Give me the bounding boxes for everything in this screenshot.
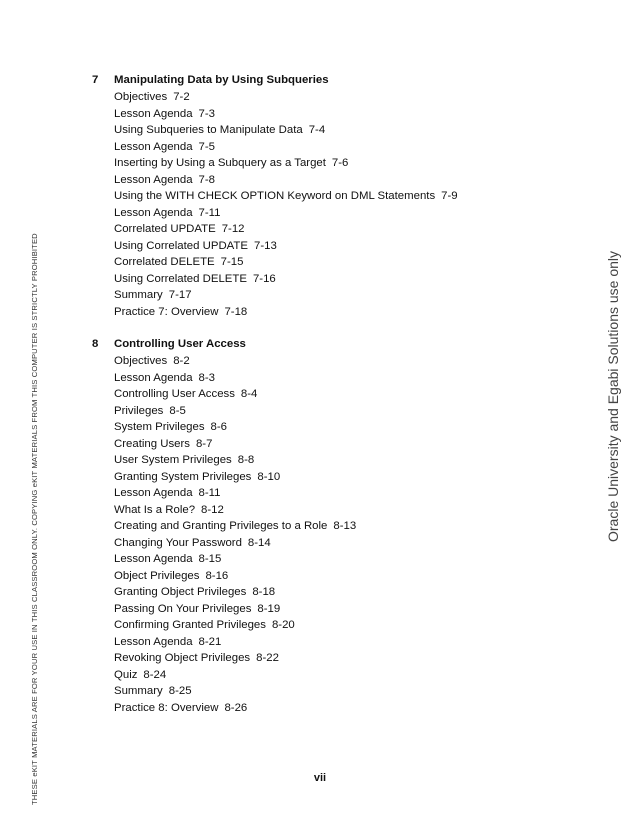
entry-title: Creating Users	[114, 437, 190, 450]
entry-title: Revoking Object Privileges	[114, 652, 251, 664]
toc-entry	[114, 436, 572, 453]
entry-title: Practice 7: Overview	[114, 305, 219, 318]
entry-title: Summary	[114, 685, 163, 697]
entry-title: Lesson Agenda	[114, 206, 193, 219]
entry-page: 7-4	[308, 124, 326, 136]
toc-entry	[114, 172, 572, 189]
entry-title: System Privileges	[114, 421, 205, 433]
entry-title: Granting System Privileges	[114, 470, 252, 483]
chapter-entries	[114, 89, 572, 320]
entry-title: Summary	[114, 289, 163, 301]
entry-title: Changing Your Password	[114, 536, 242, 549]
entry-page: 7-11	[198, 206, 221, 219]
entry-page: 7-13	[254, 239, 277, 252]
entry-page: 8-8	[237, 454, 255, 466]
entry-page: 8-2	[173, 355, 190, 367]
toc-entry	[114, 386, 572, 403]
entry-page: 8-20	[271, 619, 295, 631]
entry-title: Practice 8: Overview	[114, 701, 219, 714]
table-of-contents	[92, 71, 572, 731]
entry-title: Correlated DELETE	[114, 256, 215, 268]
toc-entry	[114, 419, 572, 436]
entry-page: 8-18	[252, 586, 276, 598]
entry-page: 8-4	[240, 388, 258, 400]
chapter-entries	[114, 353, 572, 716]
entry-page: 7-9	[441, 190, 458, 202]
toc-entry	[114, 254, 572, 271]
chapter-7	[92, 71, 572, 320]
entry-page: 8-6	[210, 421, 227, 433]
entry-page: 8-25	[168, 685, 192, 697]
license-watermark: Oracle University and Egabi Solutions use only	[605, 250, 621, 542]
entry-page: 7-17	[168, 289, 192, 301]
entry-title: Object Privileges	[114, 569, 200, 582]
toc-entry	[114, 139, 572, 156]
toc-entry	[114, 287, 572, 304]
toc-entry	[114, 122, 572, 139]
page-number: vii	[313, 772, 327, 784]
entry-title: Inserting by Using a Subquery as a Target	[114, 157, 326, 169]
toc-entry	[114, 271, 572, 288]
copyright-watermark: THESE eKIT MATERIALS ARE FOR YOUR USE IN THIS CLASSROOM ONLY. COPYING eKIT MATERIALS FROM THIS COMPUTER IS STRICTLY PROHIBITED	[30, 233, 39, 805]
entry-title: Lesson Agenda	[114, 371, 193, 384]
chapter-title: Controlling User Access	[114, 338, 246, 350]
toc-entry	[114, 667, 572, 684]
entry-page: 8-26	[224, 701, 248, 714]
entry-title: Confirming Granted Privileges	[114, 619, 266, 631]
chapter-heading	[92, 335, 572, 353]
entry-title: Creating and Granting Privileges to a Role	[114, 520, 328, 532]
entry-title: Passing On Your Privileges	[114, 602, 252, 615]
entry-page: 8-12	[201, 503, 224, 516]
entry-title: Using Correlated DELETE	[114, 272, 247, 285]
toc-entry	[114, 155, 572, 172]
entry-page: 7-12	[221, 223, 245, 235]
toc-entry	[114, 634, 572, 651]
toc-entry	[114, 452, 572, 469]
entry-title: Controlling User Access	[114, 388, 235, 400]
entry-page: 7-18	[224, 305, 248, 318]
toc-entry	[114, 683, 572, 700]
entry-page: 7-3	[198, 107, 216, 120]
entry-page: 8-22	[256, 652, 279, 664]
toc-entry	[114, 370, 572, 387]
toc-entry	[114, 353, 572, 370]
entry-title: Lesson Agenda	[114, 553, 193, 565]
entry-page: 8-19	[257, 602, 281, 615]
entry-page: 7-8	[198, 173, 216, 186]
toc-entry	[114, 238, 572, 255]
toc-entry	[114, 188, 572, 205]
chapter-number: 8	[92, 338, 99, 350]
entry-page: 8-21	[198, 635, 222, 648]
toc-entry	[114, 205, 572, 222]
toc-entry	[114, 700, 572, 717]
entry-page: 7-15	[220, 256, 244, 268]
entry-title: Objectives	[114, 91, 168, 103]
entry-page: 7-6	[331, 157, 349, 169]
toc-entry	[114, 601, 572, 618]
chapter-8	[92, 335, 572, 716]
entry-title: Using Correlated UPDATE	[114, 239, 248, 252]
toc-entry	[114, 551, 572, 568]
toc-entry	[114, 502, 572, 519]
toc-entry	[114, 304, 572, 321]
entry-page: 8-7	[195, 437, 213, 450]
chapter-number: 7	[92, 74, 99, 86]
toc-entry	[114, 650, 572, 667]
entry-page: 8-11	[198, 487, 221, 499]
toc-entry	[114, 106, 572, 123]
toc-entry	[114, 221, 572, 238]
entry-title: User System Privileges	[114, 454, 232, 466]
entry-page: 7-16	[252, 272, 276, 285]
toc-entry	[114, 584, 572, 601]
entry-title: What Is a Role?	[114, 503, 196, 516]
entry-page: 8-15	[198, 553, 222, 565]
toc-entry	[114, 469, 572, 486]
toc-entry	[114, 617, 572, 634]
entry-title: Lesson Agenda	[114, 487, 193, 499]
entry-title: Quiz	[114, 668, 138, 681]
entry-page: 8-5	[169, 404, 186, 417]
entry-title: Correlated UPDATE	[114, 223, 216, 235]
entry-title: Lesson Agenda	[114, 635, 193, 648]
chapter-title: Manipulating Data by Using Subqueries	[114, 74, 329, 86]
entry-title: Using Subqueries to Manipulate Data	[114, 124, 303, 136]
entry-page: 8-24	[143, 668, 167, 681]
toc-entry	[114, 568, 572, 585]
entry-page: 7-5	[198, 140, 216, 153]
entry-page: 8-16	[205, 569, 229, 582]
toc-entry	[114, 518, 572, 535]
entry-title: Lesson Agenda	[114, 140, 193, 153]
toc-entry	[114, 403, 572, 420]
entry-title: Using the WITH CHECK OPTION Keyword on DML Statements	[114, 190, 436, 202]
entry-page: 8-10	[257, 470, 281, 483]
entry-title: Lesson Agenda	[114, 107, 193, 120]
chapter-heading	[92, 71, 572, 89]
entry-page: 8-13	[333, 520, 357, 532]
toc-entry	[114, 535, 572, 552]
entry-page: 7-2	[173, 91, 190, 103]
toc-entry	[114, 485, 572, 502]
entry-title: Granting Object Privileges	[114, 586, 247, 598]
toc-entry	[114, 89, 572, 106]
entry-title: Privileges	[114, 404, 164, 417]
entry-title: Objectives	[114, 355, 168, 367]
entry-page: 8-14	[247, 536, 271, 549]
entry-page: 8-3	[198, 371, 216, 384]
entry-title: Lesson Agenda	[114, 173, 193, 186]
